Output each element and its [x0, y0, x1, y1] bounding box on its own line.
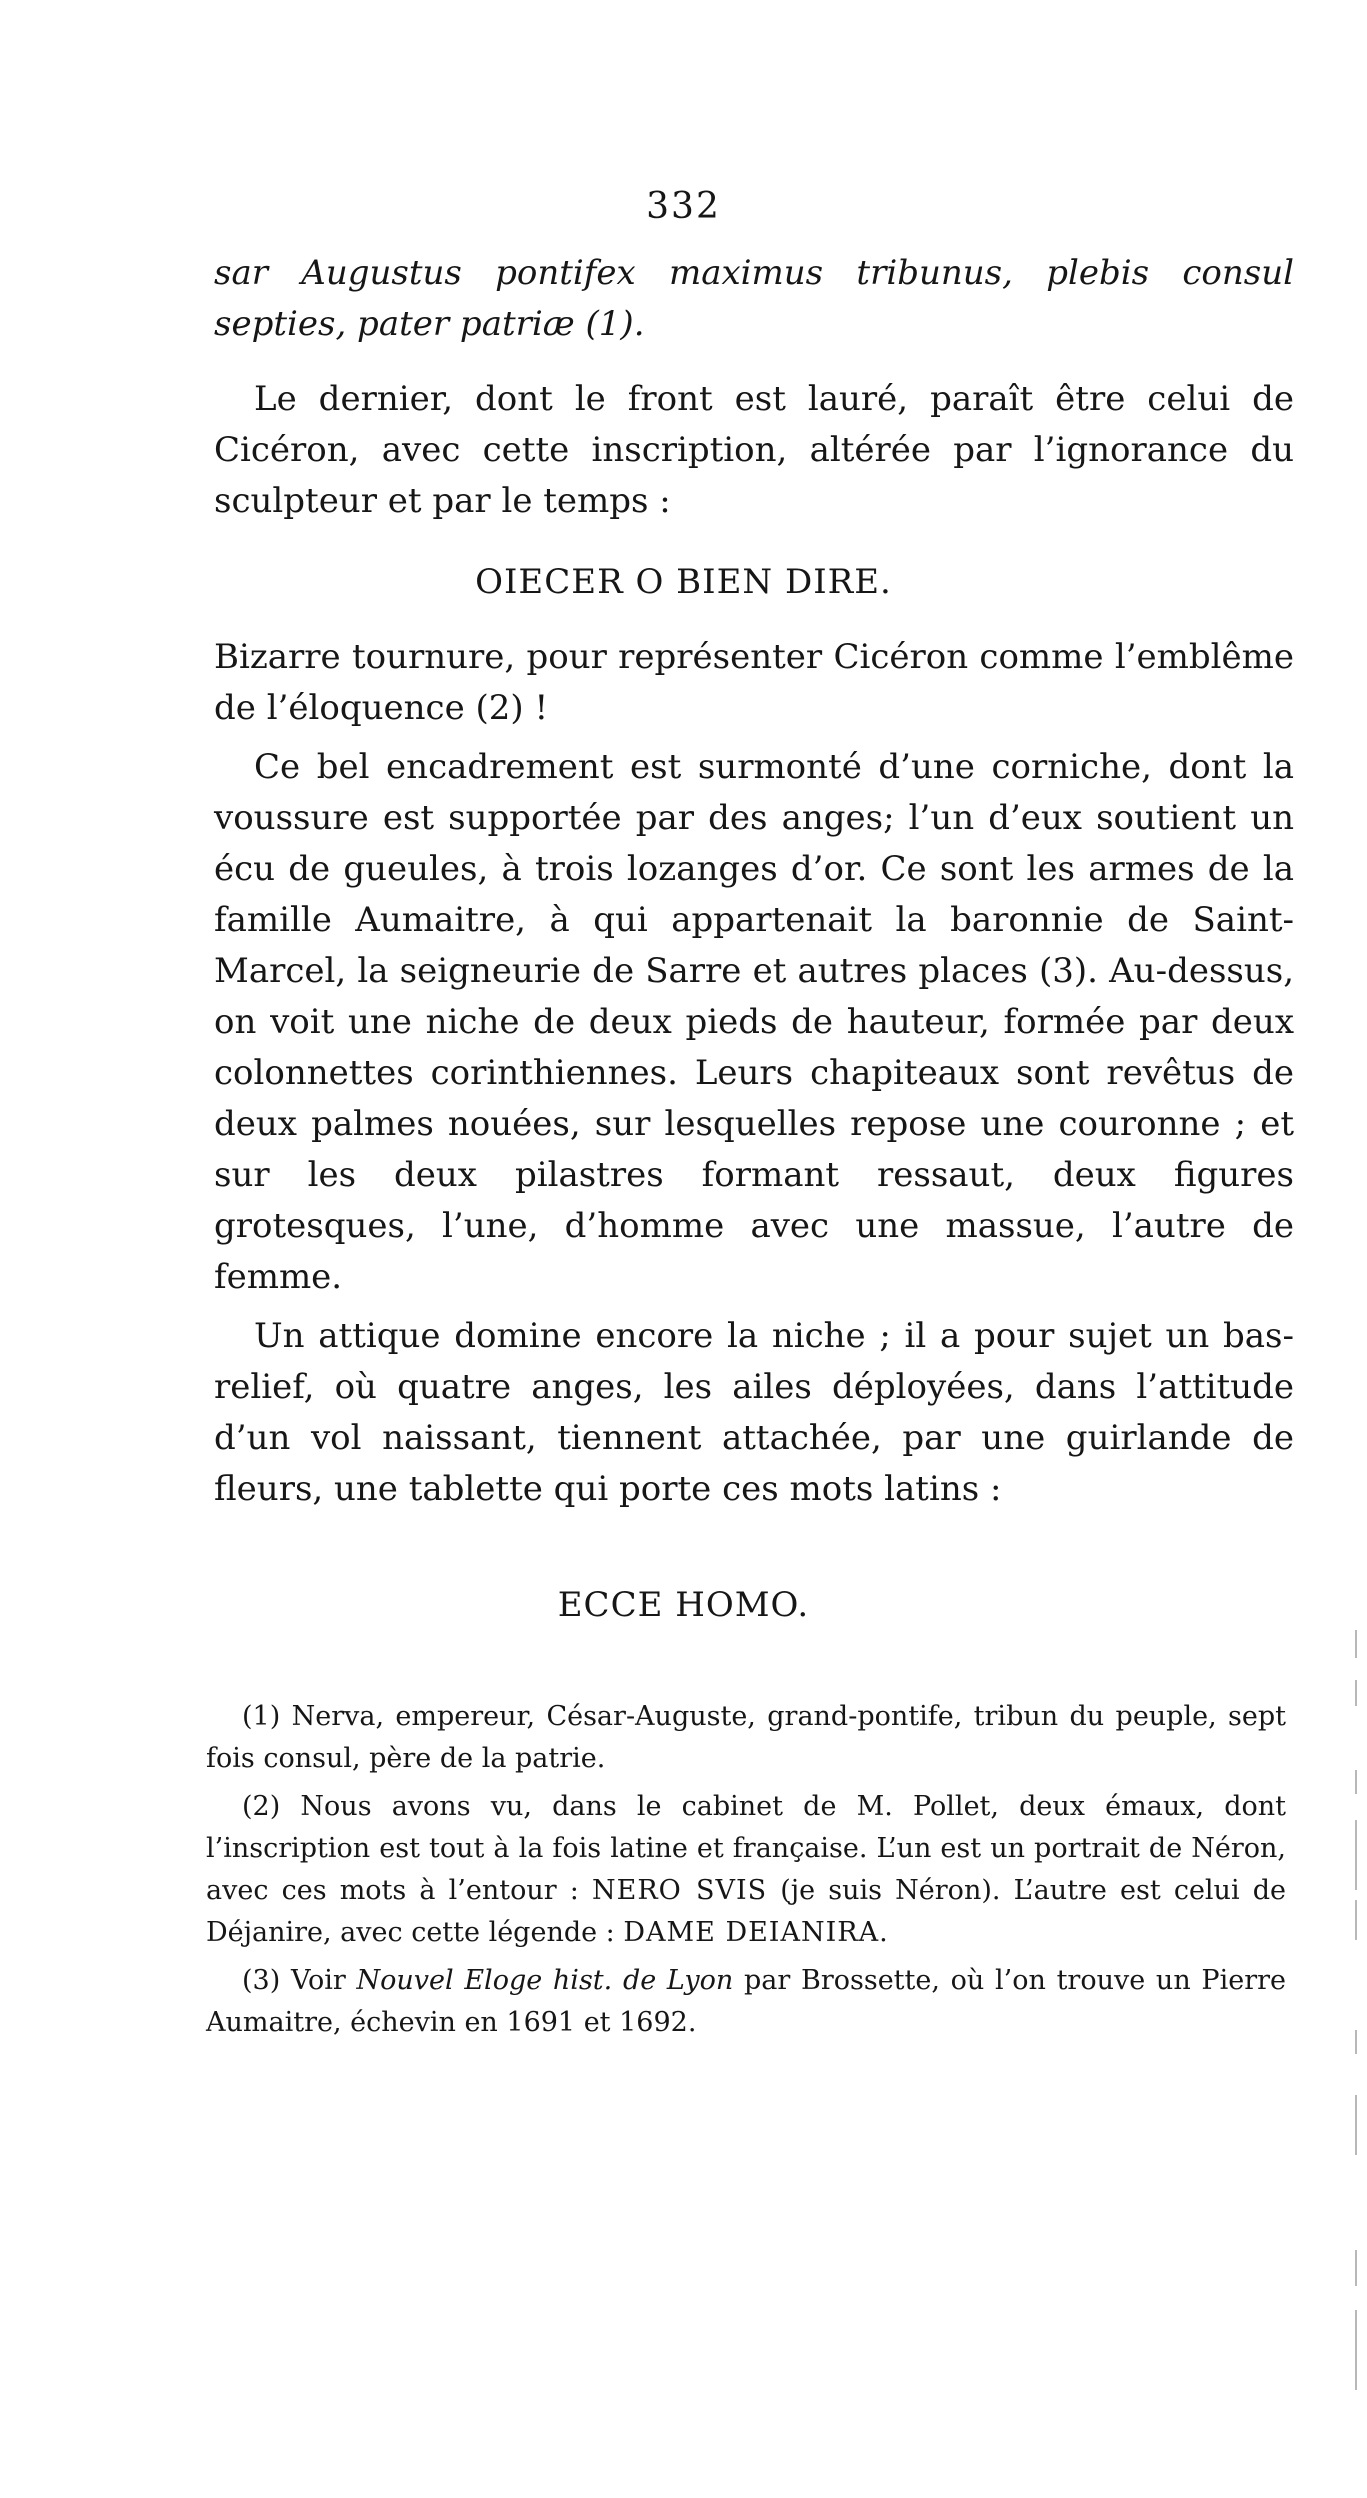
scan-artifact — [1355, 2030, 1357, 2054]
scan-artifact — [1355, 2310, 1357, 2390]
footnote-marker: (1) — [242, 1701, 281, 1732]
footnotes — [206, 1696, 1286, 2050]
footnote-marker: (3) — [242, 1965, 281, 1996]
footnote-caps-deianira: DAME DEIANIRA. — [623, 1917, 889, 1948]
paragraph-latin-continuation: sar Augustus pontifex maximus tribunus, plebis consul septies, pater patriæ (1). — [214, 253, 1294, 344]
inscription-oiecer: OIECER O BIEN DIRE. — [475, 562, 892, 602]
footnote-marker: (2) — [242, 1791, 281, 1822]
scan-artifact — [1355, 1770, 1357, 1794]
scan-artifact — [1355, 1680, 1357, 1706]
footnote-text: (je suis Néron). L’autre est celui de Déjanire, avec cette légende : — [206, 1875, 1286, 1948]
scan-artifact — [1355, 2250, 1357, 2286]
main-text — [214, 248, 1294, 527]
paragraph-attique: Un attique domine encore la niche ; il a pour sujet un bas-relief, où quatre anges, les ailes déployées, dans l’attitude d’un vol naissant, tiennent attachée, par une guirlande de fleurs, une tablette qui porte ces mots latins : — [214, 1316, 1294, 1509]
scan-artifact — [1355, 2095, 1357, 2155]
scan-artifact — [1355, 1900, 1357, 1940]
inscription-ecce-homo: ECCE HOMO. — [557, 1585, 810, 1625]
footnote-1 — [206, 1696, 1286, 1780]
footnote-2 — [206, 1786, 1286, 1954]
footnote-text: Nous avons vu, dans le cabinet de M. Pollet, deux émaux, dont l’inscription est tout à la fois latine et française. L’un est un portrait de Néron, avec ces mots à l’entour : — [206, 1791, 1286, 1906]
paragraph-bizarre: Bizarre tournure, pour représenter Cicéron comme l’emblême de l’éloquence (2) ! — [214, 637, 1294, 728]
footnote-text: Voir — [290, 1965, 357, 1996]
page-number: 332 — [646, 186, 721, 227]
footnote-text: par Brossette, où l’on trouve un Pierre Aumaitre, échevin en 1691 et 1692. — [206, 1965, 1286, 2038]
scan-artifact — [1355, 1820, 1357, 1890]
footnote-text: Nerva, empereur, César-Auguste, grand-pontife, tribun du peuple, sept fois consul, père de la patrie. — [206, 1701, 1286, 1774]
scan-artifact — [1355, 1630, 1357, 1658]
main-text-continued — [214, 632, 1294, 1515]
paragraph-encadrement: Ce bel encadrement est surmonté d’une corniche, dont la voussure est supportée par des anges; l’un d’eux soutient un écu de gueules, à trois lozanges d’or. Ce sont les armes de la famille Aumaitre, à qui appartenait la baronnie de Saint-Marcel, la seigneurie de Sarre et autres places (3). Au-dessus, on voit une niche de deux pieds de hauteur, formée par deux colonnettes corinthiennes. Leurs chapiteaux sont revêtus de deux palmes nouées, sur lesquelles repose une couronne ; et sur les deux pilastres formant ressaut, deux figures grotesques, l’une, d’homme avec une massue, l’autre de femme. — [214, 747, 1294, 1297]
footnote-3 — [206, 1960, 1286, 2044]
footnote-caps-nero: NERO SVIS — [592, 1875, 768, 1906]
paragraph-ciceron: Le dernier, dont le front est lauré, paraît être celui de Cicéron, avec cette inscription, altérée par l’ignorance du sculpteur et par le temps : — [214, 379, 1294, 521]
footnote-book-title: Nouvel Eloge hist. de Lyon — [356, 1965, 734, 1996]
